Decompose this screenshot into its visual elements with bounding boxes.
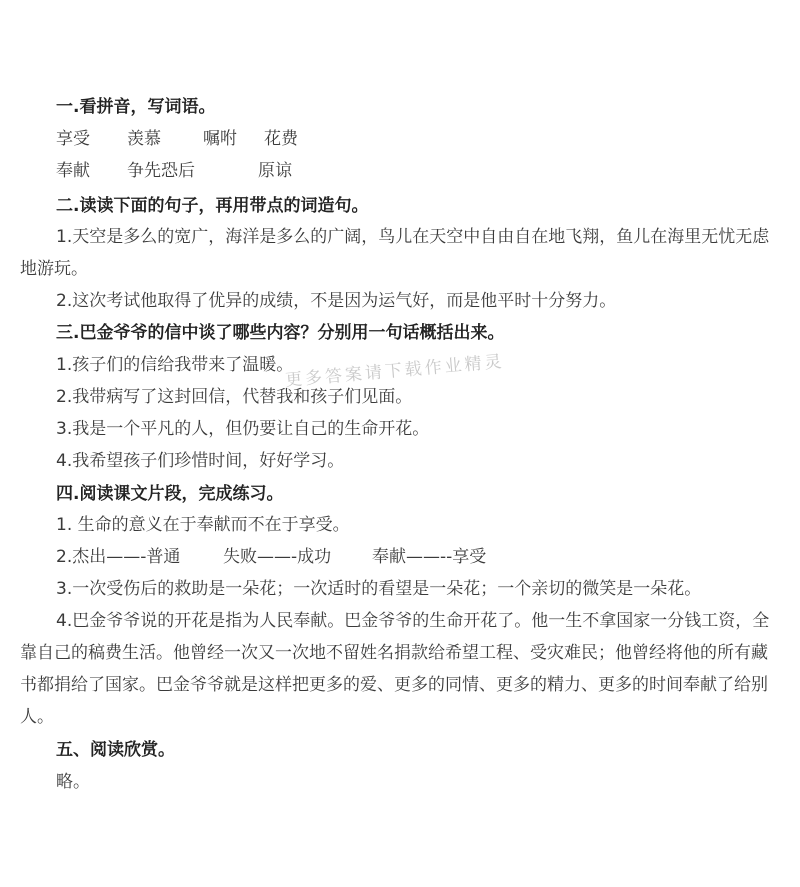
word: 羡慕 bbox=[127, 129, 161, 149]
section-1-heading: 一.看拼音，写词语。 bbox=[56, 97, 216, 117]
summary-item: 2.我带病写了这封回信，代替我和孩子们见面。 bbox=[56, 387, 413, 407]
watermark: 更多答案请下载作业精灵 bbox=[284, 351, 506, 391]
word: 嘱咐 bbox=[203, 129, 237, 149]
section-3-heading: 三.巴金爷爷的信中谈了哪些内容？分别用一句话概括出来。 bbox=[56, 323, 505, 343]
summary-item: 3.我是一个平凡的人，但仍要让自己的生命开花。 bbox=[56, 419, 430, 439]
section-4-heading: 四.阅读课文片段，完成练习。 bbox=[56, 484, 284, 504]
answer-4: 4.巴金爷爷说的开花是指为人民奉献。巴金爷爷的生命开花了。他一生不拿国家一分钱工资，全靠自己的稿费生活。他曾经一次又一次地不留姓名捐款给希望工程、受灾难民；他曾经将他的所有藏书都捐给了国家。巴金爷爷就是这样把更多的爱、更多的同情、更多的精力、更多的时间奉献了给别人。 bbox=[20, 611, 770, 727]
answer-5: 略。 bbox=[56, 772, 90, 792]
section-2-heading: 二.读读下面的句子，再用带点的词造句。 bbox=[56, 196, 369, 216]
word: 原谅 bbox=[258, 161, 292, 181]
word: 享受 bbox=[56, 129, 90, 149]
antonym-pair: 失败——-成功 bbox=[223, 547, 332, 567]
word: 奉献 bbox=[56, 161, 90, 181]
antonym-pair: 奉献——--享受 bbox=[372, 547, 487, 567]
section-5-heading: 五、阅读欣赏。 bbox=[56, 740, 175, 760]
answer-3: 3.一次受伤后的救助是一朵花；一次适时的看望是一朵花；一个亲切的微笑是一朵花。 bbox=[56, 579, 702, 599]
summary-item: 1.孩子们的信给我带来了温暖。 bbox=[56, 355, 294, 375]
word: 花费 bbox=[264, 129, 298, 149]
sentence-2: 2.这次考试他取得了优异的成绩，不是因为运气好，而是他平时十分努力。 bbox=[56, 291, 617, 311]
antonym-pair: 2.杰出——-普通 bbox=[56, 547, 181, 567]
sentence-1: 1.天空是多么的宽广，海洋是多么的广阔，鸟儿在天空中自由自在地飞翔，鱼儿在海里无忧无虑地游玩。 bbox=[20, 227, 770, 279]
word: 争先恐后 bbox=[127, 161, 195, 181]
summary-item: 4.我希望孩子们珍惜时间，好好学习。 bbox=[56, 451, 345, 471]
answer-1: 1. 生命的意义在于奉献而不在于享受。 bbox=[56, 515, 350, 535]
